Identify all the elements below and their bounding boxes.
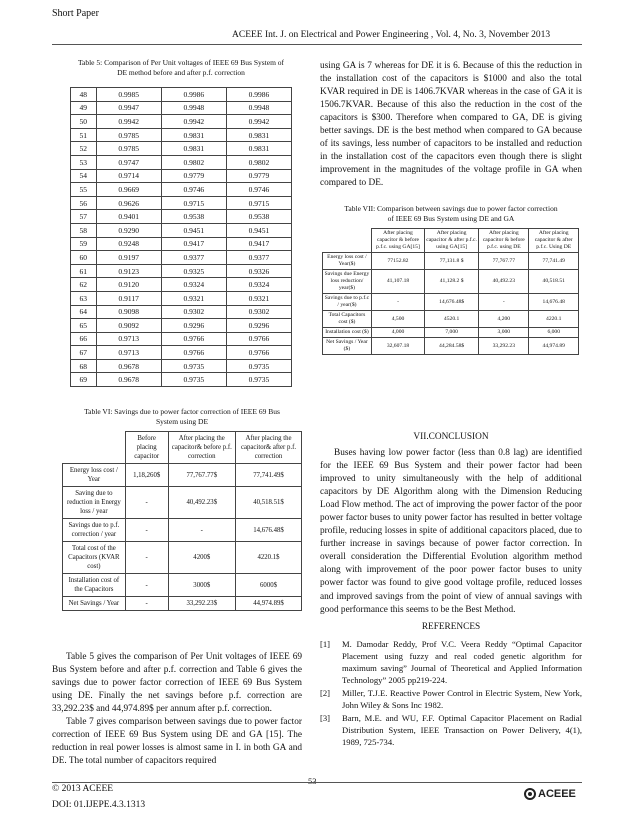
header-cell xyxy=(323,229,372,253)
table-row xyxy=(71,251,292,265)
table7-caption-line1: Table VII: Comparison between savings due to power factor correction xyxy=(344,204,558,213)
table-cell: 0.9948 xyxy=(161,101,226,115)
table-row xyxy=(71,210,292,224)
header-cell: After placing the capacitor& after p.f. correction xyxy=(236,432,302,464)
table-cell: 0.9626 xyxy=(96,196,161,210)
table-cell: 77,741.49 xyxy=(529,253,579,270)
table7-caption-line2: of IEEE 69 Bus System using DE and GA xyxy=(387,214,515,223)
paragraph: Buses having low power factor (less than 0.8 lag) are identified for the IEEE 69 Bus System and their power factor had been improved to unity simultaneously with the help of additional capacitors by DE Algorithm along with the Dimension Reducing Load Flow method. The act of improving the power factor of the poor power factor buses to unity power factor has resulted in better voltage profile, reducing losses in spite of additional capacitors placed, due to further increase in savings because of power factor correction. In overall consideration the Differential Evolution algorithm method along with improvement of the poor power factor buses to unity power factor was found to give good voltage profile, reduced losses and improved savings from the point of view of annual savings with good performance this seems to be the Best Method. xyxy=(320,448,582,615)
doi: DOI: 01.IJEPE.4.3.1313 xyxy=(52,800,146,810)
reference-number: [3] xyxy=(320,713,331,723)
header-cell: After placing capacitor & after p.f.c. using GA[15] xyxy=(425,229,479,253)
table-row xyxy=(323,294,579,311)
table-cell: 0.9735 xyxy=(226,373,291,387)
table-row xyxy=(71,291,292,305)
table6-caption xyxy=(56,407,308,427)
table-row xyxy=(71,128,292,142)
row-label-cell: Net Savings / Year xyxy=(63,597,126,611)
copyright: © 2013 ACEEE xyxy=(52,784,114,794)
row-label-cell: 61 xyxy=(71,264,97,278)
table-cell: 14,676.48 xyxy=(529,294,579,311)
table-cell: 1,18,260$ xyxy=(125,464,168,487)
row-label-cell: 60 xyxy=(71,251,97,265)
table-cell: 3,000 xyxy=(479,328,529,338)
table-cell: 0.9321 xyxy=(161,291,226,305)
table-cell: - xyxy=(125,542,168,574)
table-cell: 0.9092 xyxy=(96,319,161,333)
reference-item xyxy=(320,712,582,748)
references-heading: REFERENCES xyxy=(421,622,481,632)
table-row xyxy=(63,519,302,542)
table-cell: - xyxy=(125,487,168,519)
table-row xyxy=(323,338,579,355)
row-label-cell: 66 xyxy=(71,332,97,346)
table-cell: 0.9678 xyxy=(96,373,161,387)
row-label-cell: 54 xyxy=(71,169,97,183)
row-label-cell: Saving due to reduction in Energy loss / year xyxy=(63,487,126,519)
table6-caption-line1: Table VI: Savings due to power factor correction of IEEE 69 Bus xyxy=(84,407,280,416)
table-cell: 0.9302 xyxy=(161,305,226,319)
table-cell: 0.9766 xyxy=(161,346,226,360)
table-cell: - xyxy=(125,519,168,542)
table-cell: 4,200 xyxy=(479,311,529,328)
table-cell: 0.9747 xyxy=(96,155,161,169)
row-label-cell: Total Capacitors cost ($) xyxy=(323,311,372,328)
row-label-cell: 52 xyxy=(71,142,97,156)
table-row xyxy=(71,305,292,319)
table5-caption xyxy=(60,58,302,78)
row-label-cell: 59 xyxy=(71,237,97,251)
table-row xyxy=(63,597,302,611)
table-cell: 41,128.2 $ xyxy=(425,270,479,294)
row-label-cell: Total cost of the Capacitors (KVAR cost) xyxy=(63,542,126,574)
table-row xyxy=(71,169,292,183)
table-cell: 0.9401 xyxy=(96,210,161,224)
table-cell: 0.9985 xyxy=(96,88,161,102)
paragraph: Table 7 gives comparison between savings due to power factor correction of IEEE 69 Bus System using DE and GA [15]. The reduction in real power losses is almost same in I. in both GA and DE. The total number of capacitors required xyxy=(52,717,302,767)
table-row xyxy=(71,237,292,251)
header-cell: After placing capacitor & before p.f.c. using DE xyxy=(479,229,529,253)
table-cell: 0.9746 xyxy=(226,183,291,197)
table-row xyxy=(71,142,292,156)
table-cell: 44,284.58$ xyxy=(425,338,479,355)
table-cell: 6000$ xyxy=(236,574,302,597)
table-row xyxy=(323,311,579,328)
row-label-cell: 51 xyxy=(71,128,97,142)
table-cell: 0.9802 xyxy=(161,155,226,169)
table-cell: 4200$ xyxy=(168,542,235,574)
table-cell: 40,518.51 xyxy=(529,270,579,294)
table6 xyxy=(62,431,302,611)
table-cell: 0.9947 xyxy=(96,101,161,115)
header-rule xyxy=(52,44,582,45)
header-cell xyxy=(63,432,126,464)
table5-caption-line2: DE method before and after p.f. correction xyxy=(117,68,245,77)
table-cell: 0.9321 xyxy=(226,291,291,305)
table-row xyxy=(71,264,292,278)
table-row xyxy=(323,328,579,338)
table-cell: 32,607.18 xyxy=(371,338,424,355)
table-row xyxy=(63,464,302,487)
table7-caption xyxy=(320,204,582,224)
table-cell: 0.9735 xyxy=(226,359,291,373)
table-cell: 40,492.23$ xyxy=(168,487,235,519)
table-row xyxy=(71,319,292,333)
table-cell: 40,492.23 xyxy=(479,270,529,294)
table-row xyxy=(71,196,292,210)
row-label-cell: Installation cost of the Capacitors xyxy=(63,574,126,597)
table-cell: 0.9417 xyxy=(161,237,226,251)
table-cell: 0.9942 xyxy=(161,115,226,129)
section-label: Short Paper xyxy=(52,8,99,19)
table-cell: 0.9831 xyxy=(226,128,291,142)
table-cell: 0.9779 xyxy=(226,169,291,183)
table-cell: - xyxy=(168,519,235,542)
table-cell: 0.9324 xyxy=(226,278,291,292)
reference-text: M. Damodar Reddy, Prof V.C. Veera Reddy “Optimal Capacitor Placement using fuzzy and real coded genetic algorithm for maximum saving” Journal of Theoretical and Applied Information Technology” 2005 pp219-224. xyxy=(342,639,582,685)
table-row xyxy=(71,332,292,346)
table-cell: 33,292.23 xyxy=(479,338,529,355)
table-cell: 0.9324 xyxy=(161,278,226,292)
reference-item xyxy=(320,638,582,686)
right-body-text xyxy=(320,60,582,190)
logo-text: ACEEE xyxy=(538,788,576,800)
row-label-cell: Savings due to p.f.c / year($) xyxy=(323,294,372,311)
table-row xyxy=(63,574,302,597)
table-cell: 77152.82 xyxy=(371,253,424,270)
table-cell: 0.9325 xyxy=(161,264,226,278)
table-cell: 77,767.77$ xyxy=(168,464,235,487)
table-cell: 41,107.18 xyxy=(371,270,424,294)
table-row xyxy=(71,155,292,169)
table-cell: 4520.1 xyxy=(425,311,479,328)
table-cell: 0.9766 xyxy=(226,332,291,346)
aceee-logo xyxy=(524,786,582,802)
table-cell: 0.9098 xyxy=(96,305,161,319)
table-cell: - xyxy=(479,294,529,311)
table-cell: 77,131.8 $ xyxy=(425,253,479,270)
table-cell: 0.9831 xyxy=(161,142,226,156)
table-row xyxy=(71,373,292,387)
table-cell: 0.9831 xyxy=(161,128,226,142)
table-row xyxy=(71,183,292,197)
table-cell: 14,676.48$ xyxy=(425,294,479,311)
table-row xyxy=(71,359,292,373)
table-cell: 0.9302 xyxy=(226,305,291,319)
table-cell: 0.9986 xyxy=(226,88,291,102)
table-cell: 4,000 xyxy=(371,328,424,338)
row-label-cell: 67 xyxy=(71,346,97,360)
table-cell: 0.9766 xyxy=(161,332,226,346)
table-cell: 0.9669 xyxy=(96,183,161,197)
table-cell: 0.9746 xyxy=(161,183,226,197)
table-header-row xyxy=(63,432,302,464)
table-cell: 0.9713 xyxy=(96,346,161,360)
row-label-cell: Energy loss cost / Year($) xyxy=(323,253,372,270)
table-cell: 0.9986 xyxy=(161,88,226,102)
table-cell: 0.9377 xyxy=(161,251,226,265)
table-cell: 0.9248 xyxy=(96,237,161,251)
table-cell: 0.9120 xyxy=(96,278,161,292)
row-label-cell: Energy loss cost / Year xyxy=(63,464,126,487)
row-label-cell: 56 xyxy=(71,196,97,210)
row-label-cell: 50 xyxy=(71,115,97,129)
table-cell: 0.9785 xyxy=(96,128,161,142)
table-cell: 0.9785 xyxy=(96,142,161,156)
table-cell: 0.9942 xyxy=(96,115,161,129)
references-list xyxy=(320,638,582,749)
table7 xyxy=(322,228,579,355)
header-cell: Before placing capacitor xyxy=(125,432,168,464)
table-cell: 0.9123 xyxy=(96,264,161,278)
table-row xyxy=(323,253,579,270)
row-label-cell: Savings due Energy loss reduction/ year($) xyxy=(323,270,372,294)
table-row xyxy=(71,346,292,360)
row-label-cell: 62 xyxy=(71,278,97,292)
table-cell: 0.9779 xyxy=(161,169,226,183)
table-row xyxy=(323,270,579,294)
table-cell: 44,974.89$ xyxy=(236,597,302,611)
page-number: 53 xyxy=(308,776,317,786)
table-cell: 7,000 xyxy=(425,328,479,338)
table-cell: 0.9296 xyxy=(226,319,291,333)
table-cell: 4220.1 xyxy=(529,311,579,328)
journal-header: ACEEE Int. J. on Electrical and Power Engineering , Vol. 4, No. 3, November 2013 xyxy=(232,30,551,40)
table-cell: 40,518.51$ xyxy=(236,487,302,519)
table-cell: 4220.1$ xyxy=(236,542,302,574)
table-cell: 0.9451 xyxy=(161,223,226,237)
table-cell: 6,000 xyxy=(529,328,579,338)
table5 xyxy=(70,87,292,387)
table-cell: 0.9766 xyxy=(226,346,291,360)
table-cell: 0.9942 xyxy=(226,115,291,129)
table-cell: 0.9678 xyxy=(96,359,161,373)
conclusion-heading: VII.CONCLUSION xyxy=(413,432,489,442)
table-cell: 0.9802 xyxy=(226,155,291,169)
table-cell: 0.9290 xyxy=(96,223,161,237)
table-row xyxy=(71,115,292,129)
table-cell: - xyxy=(125,597,168,611)
row-label-cell: Net Savings / Year ($) xyxy=(323,338,372,355)
conclusion-text xyxy=(320,447,582,617)
row-label-cell: 64 xyxy=(71,305,97,319)
table-row xyxy=(71,101,292,115)
table-header-row xyxy=(323,229,579,253)
table-cell: 0.9715 xyxy=(161,196,226,210)
paragraph: using GA is 7 whereas for DE it is 6. Because of this the reduction in the installation cost of the capacitors is $1000 and also the total KVAR required in DE is 1406.7KVAR whereas in the case of GA it is 1506.7KVAR. Because of this also the reduction in the cost of the capacitors is $300. Therefore when compared to GA, DE is giving better savings. DE is the best method when compared to GA because of its savings, less number of capacitors to be installed and reduction in the installation cost of the capacitors even though there is slight improvement in the magnitudes of the voltage profile in GA when compared to DE. xyxy=(320,61,582,189)
paragraph: Table 5 gives the comparison of Per Unit voltages of IEEE 69 Bus System before and after p.f. correction and Table 6 gives the savings due to power factor correction of IEEE 69 Bus System using DE. Finally the net savings before p.f. correction are 33,292.23$ and 44,974.89$ per annum after p.f. correction. xyxy=(52,652,302,715)
table-row xyxy=(71,223,292,237)
logo-icon xyxy=(524,788,536,800)
table-cell: - xyxy=(125,574,168,597)
reference-item xyxy=(320,687,582,711)
row-label-cell: 49 xyxy=(71,101,97,115)
table-cell: 0.9713 xyxy=(96,332,161,346)
table-cell: 0.9117 xyxy=(96,291,161,305)
table-cell: 0.9831 xyxy=(226,142,291,156)
row-label-cell: 65 xyxy=(71,319,97,333)
table-cell: 0.9417 xyxy=(226,237,291,251)
reference-number: [1] xyxy=(320,639,331,649)
table-cell: 0.9296 xyxy=(161,319,226,333)
row-label-cell: Installation cost ($) xyxy=(323,328,372,338)
reference-text: Barn, M.E. and WU, F.F. Optimal Capacitor Placement on Radial Distribution System, IEEE Transaction on Power Delivery, 4(1), 1989, 725-734. xyxy=(342,713,582,747)
row-label-cell: 55 xyxy=(71,183,97,197)
table-cell: 77,741.49$ xyxy=(236,464,302,487)
table-row xyxy=(63,542,302,574)
table6-caption-line2: System using DE xyxy=(155,417,209,426)
row-label-cell: 58 xyxy=(71,223,97,237)
table-cell: 4,500 xyxy=(371,311,424,328)
row-label-cell: 57 xyxy=(71,210,97,224)
header-cell: After placing the capacitor& before p.f. correction xyxy=(168,432,235,464)
footer-rule xyxy=(52,782,582,783)
table-cell: 0.9715 xyxy=(226,196,291,210)
table-row xyxy=(71,88,292,102)
table-cell: 0.9735 xyxy=(161,373,226,387)
table-cell: 0.9948 xyxy=(226,101,291,115)
left-body-text xyxy=(52,651,302,768)
header-cell: After placing capacitor & after p.f.c. Using DE xyxy=(529,229,579,253)
table5-caption-line1: Table 5: Comparison of Per Unit voltages of IEEE 69 Bus System of xyxy=(77,58,285,67)
table-cell: 0.9714 xyxy=(96,169,161,183)
table-cell: 0.9197 xyxy=(96,251,161,265)
table-cell: - xyxy=(371,294,424,311)
table-cell: 0.9538 xyxy=(226,210,291,224)
table-cell: 3000$ xyxy=(168,574,235,597)
row-label-cell: 63 xyxy=(71,291,97,305)
table-cell: 44,974.89 xyxy=(529,338,579,355)
table-cell: 33,292.23$ xyxy=(168,597,235,611)
row-label-cell: 68 xyxy=(71,359,97,373)
table-cell: 0.9451 xyxy=(226,223,291,237)
row-label-cell: Savings due to p.f. correction / year xyxy=(63,519,126,542)
table-row xyxy=(71,278,292,292)
reference-number: [2] xyxy=(320,688,331,698)
row-label-cell: 48 xyxy=(71,88,97,102)
header-cell: After placing capacitor & before p.f.c. using GA[15] xyxy=(371,229,424,253)
table-cell: 14,676.48$ xyxy=(236,519,302,542)
table-cell: 77,767.77 xyxy=(479,253,529,270)
table-row xyxy=(63,487,302,519)
row-label-cell: 69 xyxy=(71,373,97,387)
table-cell: 0.9326 xyxy=(226,264,291,278)
reference-text: Miller, T.J.E. Reactive Power Control in Electric System, New York, John Wiley & Sons Inc 1982. xyxy=(342,688,582,710)
table-cell: 0.9377 xyxy=(226,251,291,265)
row-label-cell: 53 xyxy=(71,155,97,169)
table-cell: 0.9538 xyxy=(161,210,226,224)
table-cell: 0.9735 xyxy=(161,359,226,373)
